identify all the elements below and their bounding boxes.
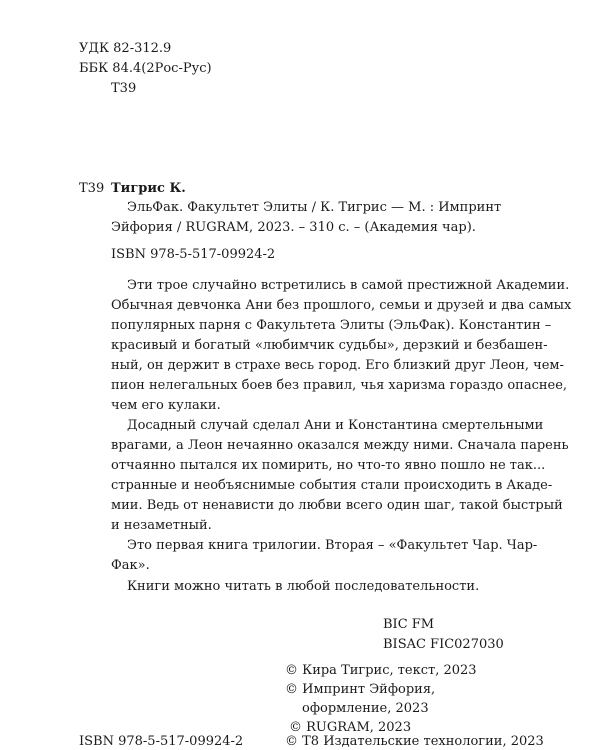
annotation-line: Обычная девчонка Ани без прошлого, семьи и друзей и два самых (111, 298, 572, 313)
bibliographic-description (111, 198, 502, 238)
annotation-line: пион нелегальных боев без правил, чья харизма гораздо опаснее, (111, 378, 568, 393)
author-sign-top: Т39 (111, 81, 137, 96)
annotation-line: красивый и богатый «любимчик судьбы», дерзкий и безбашен- (111, 338, 548, 353)
copyright-line: © RUGRAM, 2023 (289, 720, 412, 735)
annotation-line: Фак». (111, 558, 150, 573)
annotation-line: Это первая книга трилогии. Вторая – «Факультет Чар. Чар- (127, 538, 538, 553)
annotation-paragraph-4 (111, 577, 496, 597)
annotation-paragraph-2 (111, 416, 569, 536)
author-sign: Т39 (79, 181, 105, 196)
copyright-line: оформление, 2023 (302, 701, 429, 716)
annotation-line: Книги можно читать в любой последовательности. (127, 579, 480, 594)
copyright-line: © Кира Тигрис, текст, 2023 (285, 663, 477, 678)
annotation-line: отчаянно пытался их помирить, но что-то явно пошло не так... (111, 458, 546, 473)
udk-code: УДК 82-312.9 (79, 41, 172, 56)
bisac-code: BISAC FIC027030 (383, 637, 504, 652)
annotation-line: популярных парня с Факультета Элиты (ЭльФак). Константин – (111, 318, 552, 333)
biblio-line: ЭльФак. Факультет Элиты / К. Тигрис — М. : Импринт (127, 200, 502, 215)
annotation-line: Эти трое случайно встретились в самой престижной Академии. (127, 278, 570, 293)
biblio-line: Эйфория / RUGRAM, 2023. – 310 с. – (Академия чар). (111, 220, 476, 235)
isbn-top: ISBN 978-5-517-09924-2 (111, 247, 276, 262)
annotation-line: странные и необъяснимые события стали происходить в Акаде- (111, 478, 553, 493)
isbn-bottom: ISBN 978-5-517-09924-2 (79, 734, 244, 749)
bic-code: BIC FM (383, 617, 435, 632)
author-name: Тигрис К. (111, 181, 186, 196)
annotation-paragraph-1 (111, 276, 572, 416)
annotation-paragraph-3 (111, 536, 538, 576)
annotation-line: мии. Ведь от ненависти до любви всего один шаг, такой быстрый (111, 498, 563, 513)
annotation-line: Досадный случай сделал Ани и Константина смертельными (127, 418, 544, 433)
annotation-line: врагами, а Леон нечаянно оказался между ними. Сначала парень (111, 438, 569, 453)
annotation-line: и незаметный. (111, 518, 212, 533)
copyright-line: © Импринт Эйфория, (285, 682, 436, 697)
annotation-line: ный, он держит в страхе весь город. Его близкий друг Леон, чем- (111, 358, 564, 373)
copyright-line: © Т8 Издательские технологии, 2023 (285, 734, 544, 749)
annotation-line: чем его кулаки. (111, 398, 221, 413)
bbk-code: ББК 84.4(2Рос-Рус) (79, 61, 212, 76)
